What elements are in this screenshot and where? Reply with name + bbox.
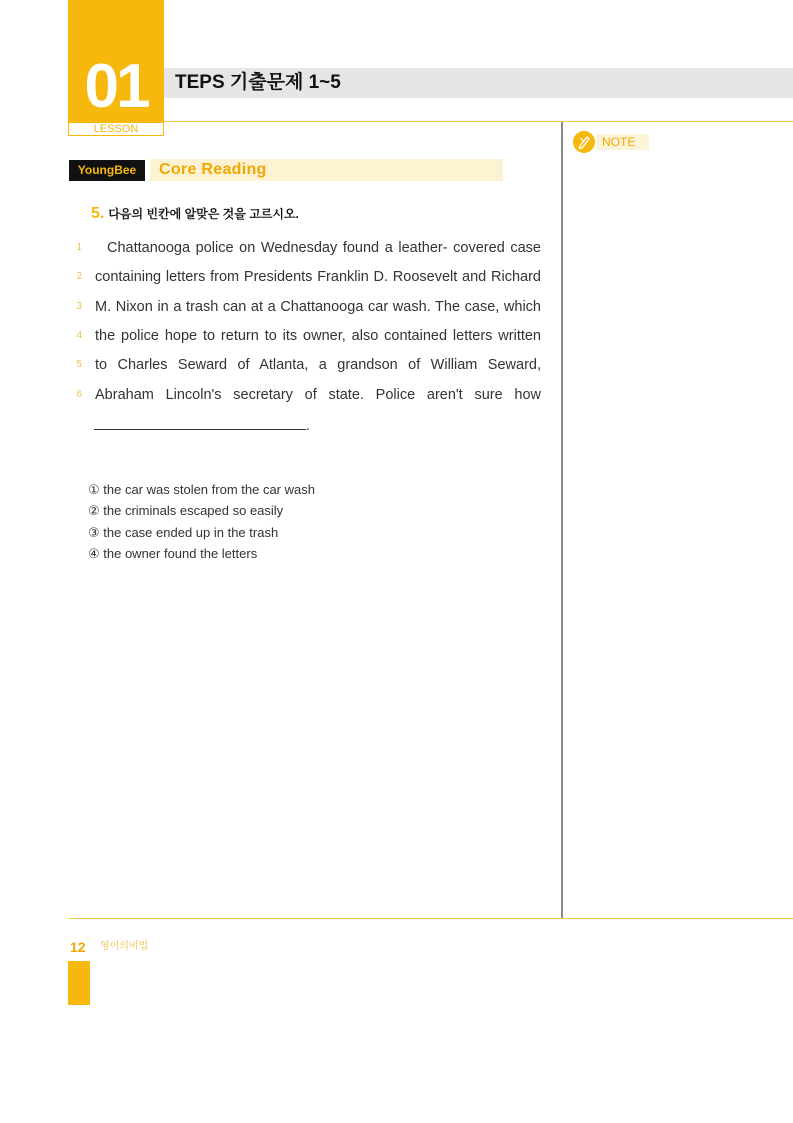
answer-option: ② the criminals escaped so easily	[88, 503, 284, 518]
brand-badge: YoungBee	[69, 160, 145, 181]
line-number: 2	[76, 271, 82, 282]
question-prompt	[91, 203, 299, 225]
note-column-divider	[561, 122, 563, 919]
pencil-icon-graphic	[573, 131, 595, 153]
footer-book-title: 영어의비법	[100, 941, 149, 952]
line-number: 1	[76, 242, 82, 253]
line-number: 4	[76, 330, 82, 341]
passage-line: Abraham Lincoln's secretary of state. Police aren't sure how	[95, 387, 541, 403]
footer-accent-block	[68, 961, 90, 1005]
passage-line: to Charles Seward of Atlanta, a grandson of William Seward,	[95, 357, 541, 373]
answer-option: ③ the case ended up in the trash	[88, 525, 279, 540]
lesson-label: LESSON	[68, 122, 164, 136]
line-number: 5	[76, 359, 82, 370]
header-divider	[164, 121, 793, 122]
passage-line: containing letters from Presidents Franklin D. Roosevelt and Richard	[95, 269, 541, 285]
line-number: 3	[76, 301, 82, 312]
section-title: Core Reading	[159, 161, 267, 178]
lesson-number: 01	[84, 52, 148, 121]
page-number: 12	[70, 939, 86, 955]
answer-blank	[94, 429, 306, 430]
answer-option: ① the car was stolen from the car wash	[88, 482, 315, 497]
pencil-icon	[573, 131, 595, 153]
answer-option: ④ the owner found the letters	[88, 546, 258, 561]
passage-line: Chattanooga police on Wednesday found a leather- covered case	[107, 240, 541, 256]
passage-line: M. Nixon in a trash can at a Chattanooga car wash. The case, which	[95, 299, 541, 315]
line-number: 6	[76, 389, 82, 400]
passage-line: the police hope to return to its owner, also contained letters written	[95, 328, 541, 344]
page-title: TEPS 기출문제 1~5	[175, 72, 341, 93]
blank-period: .	[306, 417, 310, 433]
question-number: 5.	[91, 205, 105, 222]
note-label: NOTE	[602, 135, 636, 149]
question-text: 다음의 빈칸에 알맞은 것을 고르시오.	[108, 207, 299, 221]
footer-divider	[68, 918, 793, 919]
